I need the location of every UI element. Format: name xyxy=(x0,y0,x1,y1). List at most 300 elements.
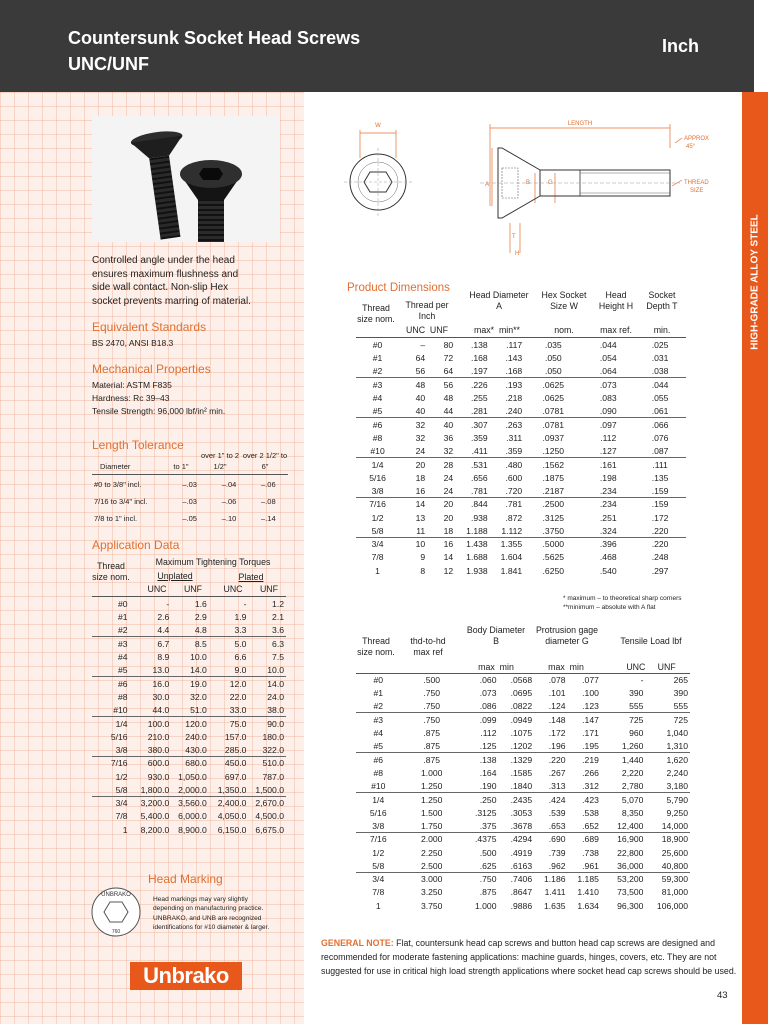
table-cell: #8 xyxy=(373,767,384,778)
table-cell: .531 xyxy=(455,458,490,471)
table-cell: 10.0 xyxy=(267,664,284,675)
table-cell: 8.5 xyxy=(171,637,209,650)
table-cell: .035 xyxy=(544,339,562,350)
table-cell: .073 xyxy=(582,378,634,391)
table-cell: .168 xyxy=(505,365,523,376)
table-row xyxy=(356,498,686,511)
table-cell: .2187 xyxy=(542,485,565,496)
pd-header-head-diameter-sub: max* min** xyxy=(474,325,520,335)
svg-text:B: B xyxy=(526,180,531,186)
table-cell: 16 xyxy=(427,537,455,550)
table-cell: 5/8 xyxy=(371,525,384,536)
table-cell: .0625 xyxy=(524,378,582,391)
table-cell: .8647 xyxy=(510,887,533,898)
table-row xyxy=(356,700,690,713)
table-cell: 4.8 xyxy=(194,624,207,635)
table-row xyxy=(92,663,286,676)
table-cell: .0781 xyxy=(524,418,582,431)
table-cell: .168 xyxy=(470,352,488,363)
table-cell: .148 xyxy=(534,713,567,726)
table-row xyxy=(356,471,686,484)
table-cell: 1,350.0 xyxy=(217,784,247,795)
table-cell: 697.0 xyxy=(224,771,247,782)
table-cell: 100.0 xyxy=(130,717,172,730)
table-cell: 322.0 xyxy=(262,744,284,755)
table-cell: 80 xyxy=(443,339,454,350)
table-cell: #5 xyxy=(373,740,384,751)
table-cell: .689 xyxy=(568,833,601,846)
table-cell: 96,300 xyxy=(617,900,644,911)
table-cell: 1/2 xyxy=(115,771,128,782)
table-cell: #5 xyxy=(372,405,383,416)
app-header-thread: Thread size nom. xyxy=(92,561,130,582)
table-cell: 5/8 xyxy=(115,784,128,795)
table-cell: .875 xyxy=(423,740,441,751)
table-cell: 1,500.0 xyxy=(255,784,284,795)
table-cell: .423 xyxy=(568,793,601,806)
table-cell: .424 xyxy=(534,793,567,806)
table-cell: .1329 xyxy=(499,753,535,766)
application-table xyxy=(92,597,286,836)
table-cell: #8 xyxy=(117,691,128,702)
table-cell: .066 xyxy=(634,418,686,431)
table-cell: 22,800 xyxy=(617,847,644,858)
table-row xyxy=(356,537,686,550)
table-row xyxy=(356,391,686,404)
table-row xyxy=(92,757,286,770)
table-row xyxy=(92,610,286,623)
table-cell: 1/4 xyxy=(356,458,399,471)
application-heading: Application Data xyxy=(92,538,180,552)
table-cell: .255 xyxy=(470,392,488,403)
table-cell: .1075 xyxy=(510,727,533,738)
table-cell: 555 xyxy=(673,700,688,711)
table-cell: 3/8 xyxy=(115,744,128,755)
table-cell: 18,900 xyxy=(645,833,690,846)
table-cell: .195 xyxy=(582,740,599,751)
table-cell: 180.0 xyxy=(262,731,284,742)
table-cell: 1.185 xyxy=(568,872,601,885)
table-cell: .5625 xyxy=(542,552,565,563)
table-cell: #8 xyxy=(372,432,383,443)
table-cell: 5/16 xyxy=(369,472,386,483)
table-cell: 2.500 xyxy=(420,860,443,871)
table-cell: 1/2 xyxy=(372,847,385,858)
table-cell: 157.0 xyxy=(224,731,247,742)
table-cell: .1250 xyxy=(542,445,565,456)
table-cell: #2 xyxy=(373,700,384,711)
table-row xyxy=(356,766,690,779)
table-cell: .2435 xyxy=(499,793,535,806)
table-cell: 210.0 xyxy=(147,731,170,742)
table-cell: 1,310 xyxy=(666,740,688,751)
table-cell: .164 xyxy=(479,767,497,778)
table-row xyxy=(356,793,690,806)
table-cell: .193 xyxy=(490,378,525,391)
table-cell: 1,800.0 xyxy=(140,784,170,795)
svg-text:A: A xyxy=(485,182,490,188)
table-cell: .086 xyxy=(479,700,497,711)
table-cell: 3/8 xyxy=(371,485,384,496)
app-header-plated: Plated xyxy=(238,572,264,582)
table-cell: .2500 xyxy=(524,498,582,511)
table-cell: 4,500.0 xyxy=(255,811,284,822)
table-cell: 2,000.0 xyxy=(178,784,207,795)
table-cell: #3 xyxy=(356,378,399,391)
table-cell: .0568 xyxy=(510,674,533,685)
table-row xyxy=(92,703,286,716)
table-cell: .266 xyxy=(582,767,599,778)
table-cell: 20 xyxy=(399,458,427,471)
table-cell: .198 xyxy=(599,472,617,483)
page-header xyxy=(0,0,754,92)
table-cell: .0937 xyxy=(542,432,565,443)
table-cell: 16 xyxy=(415,485,426,496)
second-table xyxy=(356,673,690,912)
table-cell: .240 xyxy=(505,405,523,416)
side-tab-label: HIGH-GRADE ALLOY STEEL xyxy=(749,214,761,350)
table-cell: .226 xyxy=(455,378,490,391)
table-row xyxy=(356,779,690,792)
table-cell: 725 xyxy=(601,713,646,726)
table-cell: .750 xyxy=(423,687,441,698)
svg-text:THREAD: THREAD xyxy=(684,180,709,186)
table-cell: .125 xyxy=(479,740,497,751)
lt-header-over1: over 1" to 2 1/2" xyxy=(200,451,240,471)
table-cell: 30.0 xyxy=(152,691,170,702)
table-cell: .311 xyxy=(506,432,523,443)
length-tolerance-heading: Length Tolerance xyxy=(92,438,184,452)
table-cell: 7/8 xyxy=(372,887,385,898)
table-row xyxy=(356,404,686,417)
table-cell: 44 xyxy=(443,405,454,416)
table-cell: 7/16 xyxy=(356,833,401,846)
equivalent-text: BS 2470, ANSI B18.3 xyxy=(92,338,174,348)
table-cell: 8.9 xyxy=(157,651,170,662)
table-cell: 48 xyxy=(399,378,427,391)
table-cell: 1.250 xyxy=(420,780,443,791)
table-cell: .251 xyxy=(599,512,617,523)
table-cell: .138 xyxy=(463,753,499,766)
table-cell: 1.938 xyxy=(466,565,488,576)
table-cell: 1.438 xyxy=(455,537,490,550)
table-cell: 3.000 xyxy=(401,872,463,885)
table-cell: 265 xyxy=(673,674,688,685)
table-cell: 3/8 xyxy=(372,820,385,831)
table-cell: .161 xyxy=(582,458,634,471)
table-cell: .050 xyxy=(544,352,562,363)
table-row xyxy=(356,484,686,497)
table-cell: .076 xyxy=(651,432,669,443)
table-cell: #1 xyxy=(117,611,128,622)
table-cell: .0822 xyxy=(510,700,533,711)
table-cell: 5,790 xyxy=(645,793,690,806)
table-cell: 59,300 xyxy=(645,872,690,885)
table-cell: 1 xyxy=(375,900,381,911)
lt-header-over2: over 2 1/2" to 6" xyxy=(242,451,288,471)
table-cell: .844 xyxy=(455,498,490,511)
table-row xyxy=(356,753,690,766)
table-cell: 11 xyxy=(416,525,426,536)
svg-text:LENGTH: LENGTH xyxy=(567,121,593,127)
tensile-text: Tensile Strength: 96,000 lbf/in² min. xyxy=(92,406,226,416)
table-cell: .750 xyxy=(423,700,441,711)
table-cell: .625 xyxy=(479,860,497,871)
product-dimensions-heading: Product Dimensions xyxy=(347,282,450,294)
table-cell: 3,560.0 xyxy=(171,796,209,809)
table-cell: 9 xyxy=(420,552,426,563)
table-cell: 7.5 xyxy=(272,651,284,662)
table-cell: .5000 xyxy=(524,537,582,550)
table-cell: 2.000 xyxy=(401,833,463,846)
table-cell: .307 xyxy=(455,418,490,431)
table-cell: .124 xyxy=(548,700,566,711)
table-cell: 3.750 xyxy=(420,900,443,911)
table-cell: .190 xyxy=(479,780,497,791)
table-row: 7/8 to 1" incl. –.05 –.10 –.14 xyxy=(94,514,276,523)
table-cell: .218 xyxy=(505,392,523,403)
t2-header-thread: Thread size nom. xyxy=(357,636,395,657)
table-cell: 24 xyxy=(443,485,454,496)
table-cell: 510.0 xyxy=(248,757,286,770)
table-cell: - xyxy=(243,598,247,609)
table-cell: 240.0 xyxy=(185,731,207,742)
table-cell: .539 xyxy=(548,807,566,818)
table-cell: 24 xyxy=(415,445,426,456)
table-cell: .087 xyxy=(651,445,669,456)
table-cell: #0 xyxy=(117,598,128,609)
table-cell: .101 xyxy=(548,687,566,698)
table-cell: .044 xyxy=(634,378,686,391)
table-row xyxy=(92,624,286,637)
table-cell: .127 xyxy=(599,445,617,456)
table-cell: 36 xyxy=(443,432,454,443)
table-cell: 1/4 xyxy=(92,717,130,730)
table-cell: 6.6 xyxy=(234,651,247,662)
table-cell: .6163 xyxy=(510,860,533,871)
table-cell: .159 xyxy=(634,498,686,511)
table-cell: 10 xyxy=(399,537,427,550)
table-cell: .099 xyxy=(463,713,499,726)
t2-header-tensile-sub: UNC UNF xyxy=(626,662,676,672)
table-cell: 285.0 xyxy=(224,744,247,755)
table-cell: 14.0 xyxy=(248,677,286,690)
table-cell: 1.2 xyxy=(272,598,284,609)
table-cell: 72 xyxy=(443,352,454,363)
table-cell: 56 xyxy=(427,378,455,391)
svg-text:UNBRAKO: UNBRAKO xyxy=(101,892,131,898)
table-cell: - xyxy=(166,598,170,609)
table-cell: .077 xyxy=(582,674,599,685)
table-cell: 32 xyxy=(443,445,454,456)
table-cell: 19.0 xyxy=(171,677,209,690)
table-cell: 390 xyxy=(629,687,644,698)
table-cell: #4 xyxy=(117,651,128,662)
pd-header-tpi: Thread per Inch xyxy=(405,300,449,321)
table-cell: 1.604 xyxy=(500,552,523,563)
table-cell: 1.500 xyxy=(420,807,443,818)
table-cell: 8,350 xyxy=(621,807,644,818)
table-row xyxy=(92,823,286,836)
table-row xyxy=(356,524,686,537)
table-cell: 3.250 xyxy=(420,887,443,898)
table-cell: #0 xyxy=(372,339,383,350)
lt-header-to1: to 1" xyxy=(173,462,189,471)
table-cell: .3125 xyxy=(474,807,497,818)
table-cell: .3750 xyxy=(542,525,565,536)
table-cell: 53,200 xyxy=(601,872,646,885)
table-cell: .3053 xyxy=(510,807,533,818)
table-cell: 81,000 xyxy=(661,887,688,898)
table-cell: 2,240 xyxy=(666,767,688,778)
table-cell: .055 xyxy=(651,392,669,403)
table-cell: 106,000 xyxy=(656,900,688,911)
svg-text:H: H xyxy=(515,251,520,257)
table-cell: 2.1 xyxy=(272,611,284,622)
table-cell: #3 xyxy=(92,637,130,650)
table-cell: 16.0 xyxy=(130,677,172,690)
table-cell: .4294 xyxy=(499,833,535,846)
table-cell: #4 xyxy=(373,727,384,738)
table-cell: .1585 xyxy=(510,767,533,778)
table-cell: 1,260 xyxy=(621,740,644,751)
table-cell: 600.0 xyxy=(130,757,172,770)
table-row xyxy=(356,859,690,872)
table-cell: #4 xyxy=(372,392,383,403)
table-cell: .3125 xyxy=(542,512,565,523)
table-cell: 1.750 xyxy=(420,820,443,831)
table-cell: .3678 xyxy=(510,820,533,831)
table-cell: 930.0 xyxy=(147,771,170,782)
table-cell: 25,600 xyxy=(661,847,688,858)
table-cell: 40,800 xyxy=(661,860,688,871)
table-cell: .540 xyxy=(599,565,617,576)
table-cell: 3.3 xyxy=(234,624,247,635)
table-cell: 1.186 xyxy=(534,872,567,885)
table-cell: .7406 xyxy=(499,872,535,885)
table-row xyxy=(92,810,286,823)
table-cell: 1.635 xyxy=(544,900,566,911)
svg-text:45°: 45° xyxy=(686,144,696,150)
table-cell: 14,000 xyxy=(661,820,688,831)
table-cell: 9.0 xyxy=(234,664,247,675)
table-cell: 1.250 xyxy=(401,793,463,806)
table-cell: 22.0 xyxy=(229,691,247,702)
table-cell: 1.112 xyxy=(501,525,523,536)
table-cell: 1,440 xyxy=(601,753,646,766)
table-cell: .196 xyxy=(548,740,566,751)
table-cell: 1.841 xyxy=(500,565,523,576)
product-photo xyxy=(92,116,280,242)
table-row xyxy=(356,886,690,899)
table-cell: 2.250 xyxy=(420,847,443,858)
table-cell: 6,000.0 xyxy=(178,811,207,822)
screw-diagram xyxy=(330,118,740,260)
table-cell: .044 xyxy=(599,339,617,350)
table-cell: .1202 xyxy=(510,740,533,751)
table-cell: 51.0 xyxy=(190,704,207,715)
table-cell: 8 xyxy=(420,565,426,576)
table-row xyxy=(92,743,286,756)
table-cell: 1.188 xyxy=(466,525,488,536)
table-cell: .112 xyxy=(480,727,497,738)
length-tolerance-table xyxy=(92,476,288,527)
table-cell: 5.0 xyxy=(209,637,249,650)
table-cell: 3,200.0 xyxy=(130,796,172,809)
t2-header-body-sub: max min xyxy=(478,662,514,672)
svg-text:SIZE: SIZE xyxy=(690,188,704,194)
table-cell: .738 xyxy=(582,847,599,858)
table-cell: 1,040 xyxy=(666,727,688,738)
app-header-torque: Maximum Tightening Torques xyxy=(155,557,271,567)
table-cell: .1875 xyxy=(542,472,565,483)
table-cell: .172 xyxy=(651,512,669,523)
table-cell: #10 xyxy=(371,780,386,791)
table-cell: 48 xyxy=(443,392,454,403)
table-cell: .500 xyxy=(479,847,497,858)
table-cell: 3/4 xyxy=(356,537,399,550)
pd-header-hex-sub: nom. xyxy=(554,325,574,335)
table-row: 7/16 to 3/4" incl. –.03 –.06 –.08 xyxy=(94,497,276,506)
table-cell: .138 xyxy=(470,339,488,350)
table-row xyxy=(356,819,690,832)
table-row xyxy=(356,673,690,686)
table-cell: .061 xyxy=(651,405,669,416)
table-row xyxy=(92,770,286,783)
table-cell: 14.0 xyxy=(190,664,207,675)
table-cell: .500 xyxy=(423,674,441,685)
table-cell: 1 xyxy=(122,824,128,835)
table-cell: .100 xyxy=(582,687,599,698)
table-cell: .263 xyxy=(490,418,525,431)
table-cell: 73,500 xyxy=(617,887,644,898)
table-cell: 1 xyxy=(375,565,380,576)
table-row xyxy=(356,444,686,457)
table-row xyxy=(356,511,686,524)
table-cell: .652 xyxy=(582,820,599,831)
table-row xyxy=(92,717,286,730)
table-cell: 680.0 xyxy=(171,757,209,770)
table-cell: .078 xyxy=(548,674,566,685)
table-cell: 32 xyxy=(415,432,426,443)
table-cell: 1.9 xyxy=(234,611,247,622)
table-cell: .720 xyxy=(505,485,523,496)
table-cell: 14 xyxy=(399,498,427,511)
table-row xyxy=(356,365,686,378)
pd-header-socket-depth-sub: min. xyxy=(653,325,671,335)
pd-header-tpi-sub: UNC UNF xyxy=(405,325,449,335)
table-cell: .750 xyxy=(463,872,499,885)
table-row xyxy=(92,637,286,650)
table-cell: 1,050.0 xyxy=(178,771,207,782)
table-cell: .875 xyxy=(423,727,441,738)
table-cell: .0781 xyxy=(542,405,565,416)
table-cell: 44.0 xyxy=(152,704,170,715)
table-cell: 1.000 xyxy=(420,767,443,778)
table-cell: 5/16 xyxy=(110,731,128,742)
table-cell: .4375 xyxy=(463,833,499,846)
table-cell: .060 xyxy=(479,674,497,685)
table-cell: 5,070 xyxy=(601,793,646,806)
pd-header-socket-depth: Socket Depth T xyxy=(646,290,678,311)
table-cell: #10 xyxy=(113,704,128,715)
table-row xyxy=(356,686,690,699)
table-cell: .411 xyxy=(471,445,488,456)
table-cell: 787.0 xyxy=(262,771,284,782)
t2-header-protrusion: Protrusion gage diameter G xyxy=(535,625,599,646)
pd-header-thread: Thread size nom. xyxy=(357,303,395,324)
table-cell: 12 xyxy=(443,565,454,576)
